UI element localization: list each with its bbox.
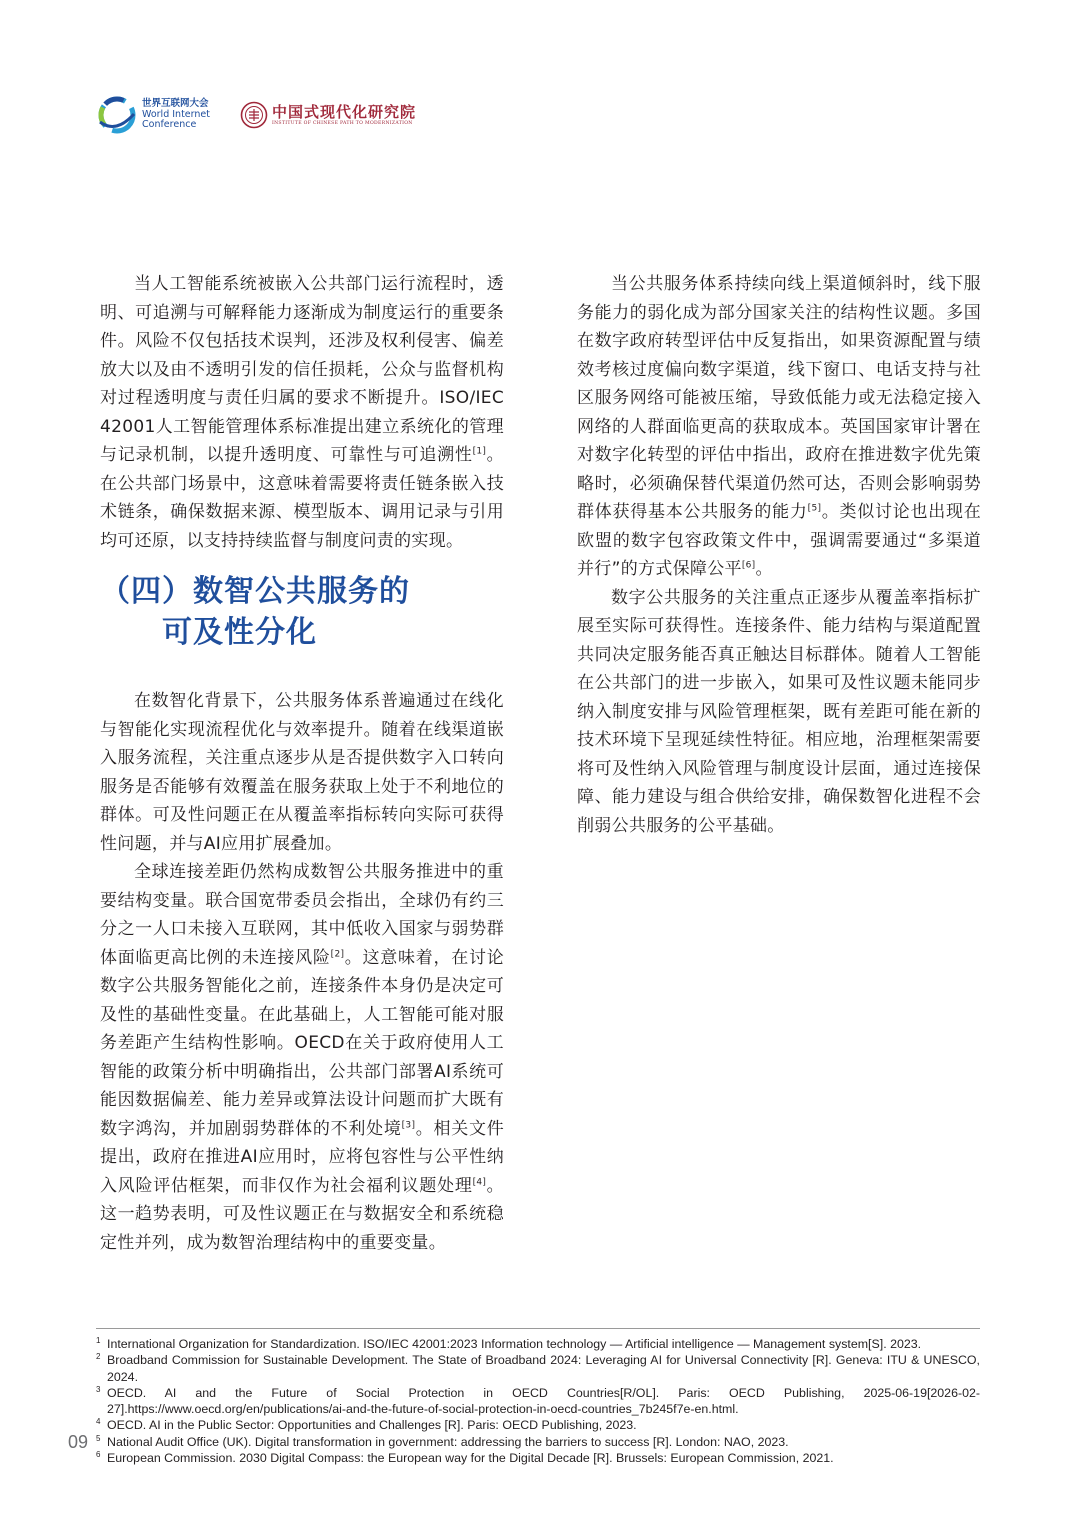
wic-logo-text xyxy=(142,99,210,131)
section-title-line1: （四）数智公共服务的 xyxy=(100,574,410,609)
icpm-seal-icon xyxy=(240,101,268,129)
section-title xyxy=(100,571,504,653)
page-header xyxy=(96,92,416,138)
paragraph-text: 。相关文件提出，政府在推进AI应用时，应将包容性与公平性纳入风险评估框架，而非仅作为社会福利议题处理 xyxy=(100,1118,504,1196)
paragraph-text: 在数智化背景下，公共服务体系普遍通过在线化与智能化实现流程优化与效率提升。随着在线渠道嵌入服务流程，关注重点逐步从是否提供数字入口转向服务是否能够有效覆盖在服务获取上处于不利地位的群体。可及性问题正在从覆盖率指标转向实际可获得性问题，并与AI应用扩展叠加。 xyxy=(100,691,504,854)
citation-mark: [2] xyxy=(330,948,345,959)
footnote xyxy=(96,1450,980,1466)
icpm-logo-text xyxy=(272,104,416,127)
wic-logo-en-2: Conference xyxy=(142,119,197,131)
paragraph-text: 。 xyxy=(755,559,773,579)
paragraph-text: 。这一趋势表明，可及性议题正在与数据安全和系统稳定性并列，成为数智治理结构中的重要变量。 xyxy=(100,1175,504,1253)
paragraph-text: 全球连接差距仍然构成数智公共服务推进中的重要结构变量。联合国宽带委员会指出，全球仍有约三分之一人口未接入互联网，其中低收入国家与弱势群体面临更高比例的未连接风险 xyxy=(100,862,504,968)
paragraph-text: 。类似讨论也出现在欧盟的数字包容政策文件中，强调需要通过“多渠道并行”的方式保障公平 xyxy=(577,502,981,579)
citation-mark: [1] xyxy=(472,446,487,457)
section-title-line2: 可及性分化 xyxy=(162,615,317,650)
footnote-number: 6 xyxy=(96,1450,101,1460)
wic-logo-en-1: World Internet xyxy=(142,108,210,120)
citation-mark: [4] xyxy=(472,1176,487,1187)
citation-mark: [6] xyxy=(741,560,756,571)
wic-logo-mark-icon xyxy=(96,94,138,136)
paragraph-text: 当人工智能系统被嵌入公共部门运行流程时，透明、可追溯与可解释能力逐渐成为制度运行的重要条件。风险不仅包括技术误判，还涉及权利侵害、偏差放大以及由不透明引发的信任损耗，公众与监督机构对过程透明度与责任归属的要求不断提升。ISO/IEC 42001人工智能管理体系标准提出建立系统化的管理与记录机制，以提升透明度、可靠性与可追溯性 xyxy=(100,274,504,465)
footnote-number: 4 xyxy=(96,1417,101,1427)
paragraph xyxy=(577,270,981,584)
citation-mark: [5] xyxy=(807,503,822,514)
page-number: 09 xyxy=(68,1432,89,1452)
footnote-text: Broadband Commission for Sustainable Development. The State of Broadband 2024: Leveraging AI for Universal Connectivity [R]. Geneva: ITU & UNESCO, 2024. xyxy=(107,1353,980,1384)
footnote xyxy=(96,1385,980,1418)
paragraph xyxy=(100,687,504,858)
icpm-logo-cn: 中国式现代化研究院 xyxy=(271,102,416,121)
footnote xyxy=(96,1417,980,1433)
footnote xyxy=(96,1336,980,1352)
footnote-number: 1 xyxy=(96,1336,101,1345)
wic-logo-cn: 世界互联网大会 xyxy=(142,98,209,110)
icpm-logo-en: INSTITUTE OF CHINESE PATH TO MODERNIZATION xyxy=(271,120,413,126)
right-column xyxy=(577,270,981,840)
wic-logo xyxy=(96,94,210,136)
footnote-text: OECD. AI in the Public Sector: Opportunities and Challenges [R]. Paris: OECD Publishing, 2023. xyxy=(107,1418,637,1433)
footnote-text: European Commission. 2030 Digital Compass: the European way for the Digital Decade [R]. Brussels: European Commission, 2021. xyxy=(107,1451,834,1466)
footnote xyxy=(96,1434,980,1450)
footnote xyxy=(96,1352,980,1385)
paragraph-text: 数字公共服务的关注重点正逐步从覆盖率指标扩展至实际可获得性。连接条件、能力结构与渠道配置共同决定服务能否真正触达目标群体。随着人工智能在公共部门的进一步嵌入，如果可及性议题未能同步纳入制度安排与风险管理框架，既有差距可能在新的技术环境下呈现延续性特征。相应地，治理框架需要将可及性纳入风险管理与制度设计层面，通过连接保障、能力建设与组合供给安排，确保数智化进程不会削弱公共服务的公平基础。 xyxy=(577,587,981,836)
footnote-text: National Audit Office (UK). Digital transformation in government: addressing the barriers to success [R]. London: NAO, 2023. xyxy=(107,1434,789,1449)
paragraph xyxy=(577,584,981,841)
icpm-logo xyxy=(240,101,416,129)
footnote-number: 5 xyxy=(96,1433,101,1443)
paragraph-text: 。在公共部门场景中，这意味着需要将责任链条嵌入技术链条，确保数据来源、模型版本、调用记录与引用均可还原，以支持持续监督与制度问责的实现。 xyxy=(100,445,504,551)
footnotes xyxy=(96,1328,980,1466)
paragraph xyxy=(100,858,504,1257)
paragraph-text: 。这意味着，在讨论数字公共服务智能化之前，连接条件本身仍是决定可及性的基础性变量。在此基础上，人工智能可能对服务差距产生结构性影响。OECD在关于政府使用人工智能的政策分析中明确指出，公共部门部署AI系统可能因数据偏差、能力差异或算法设计问题而扩大既有数字鸿沟，并加剧弱势群体的不利处境 xyxy=(100,947,504,1139)
paragraph xyxy=(100,270,504,555)
footnote-text: International Organization for Standardization. ISO/IEC 42001:2023 Information technology — Artificial intelligence — Management system[S]. 2023. xyxy=(107,1337,922,1351)
paragraph-text: 当公共服务体系持续向线上渠道倾斜时，线下服务能力的弱化成为部分国家关注的结构性议题。多国在数字政府转型评估中反复指出，如果资源配置与绩效考核过度偏向数字渠道，线下窗口、电话支持与社区服务网络可能被压缩，导致低能力或无法稳定接入网络的人群面临更高的获取成本。英国国家审计署在对数字化转型的评估中指出，政府在推进数字优先策略时，必须确保替代渠道仍然可达，否则会影响弱势群体获得基本公共服务的能力 xyxy=(577,274,981,522)
left-column xyxy=(100,270,504,1257)
footnote-text: OECD. AI and the Future of Social Protection in OECD Countries[R/OL]. Paris: OECD Publishing, 2025-06-19[2026-02-27].https://www.oecd.org/en/publications/ai-and-the-future-of-social-protection-in-oecd-countries_7b245f7e-en.html. xyxy=(107,1385,980,1417)
footnote-number: 2 xyxy=(96,1352,101,1362)
footnote-number: 3 xyxy=(96,1384,101,1394)
citation-mark: [3] xyxy=(401,1119,416,1130)
